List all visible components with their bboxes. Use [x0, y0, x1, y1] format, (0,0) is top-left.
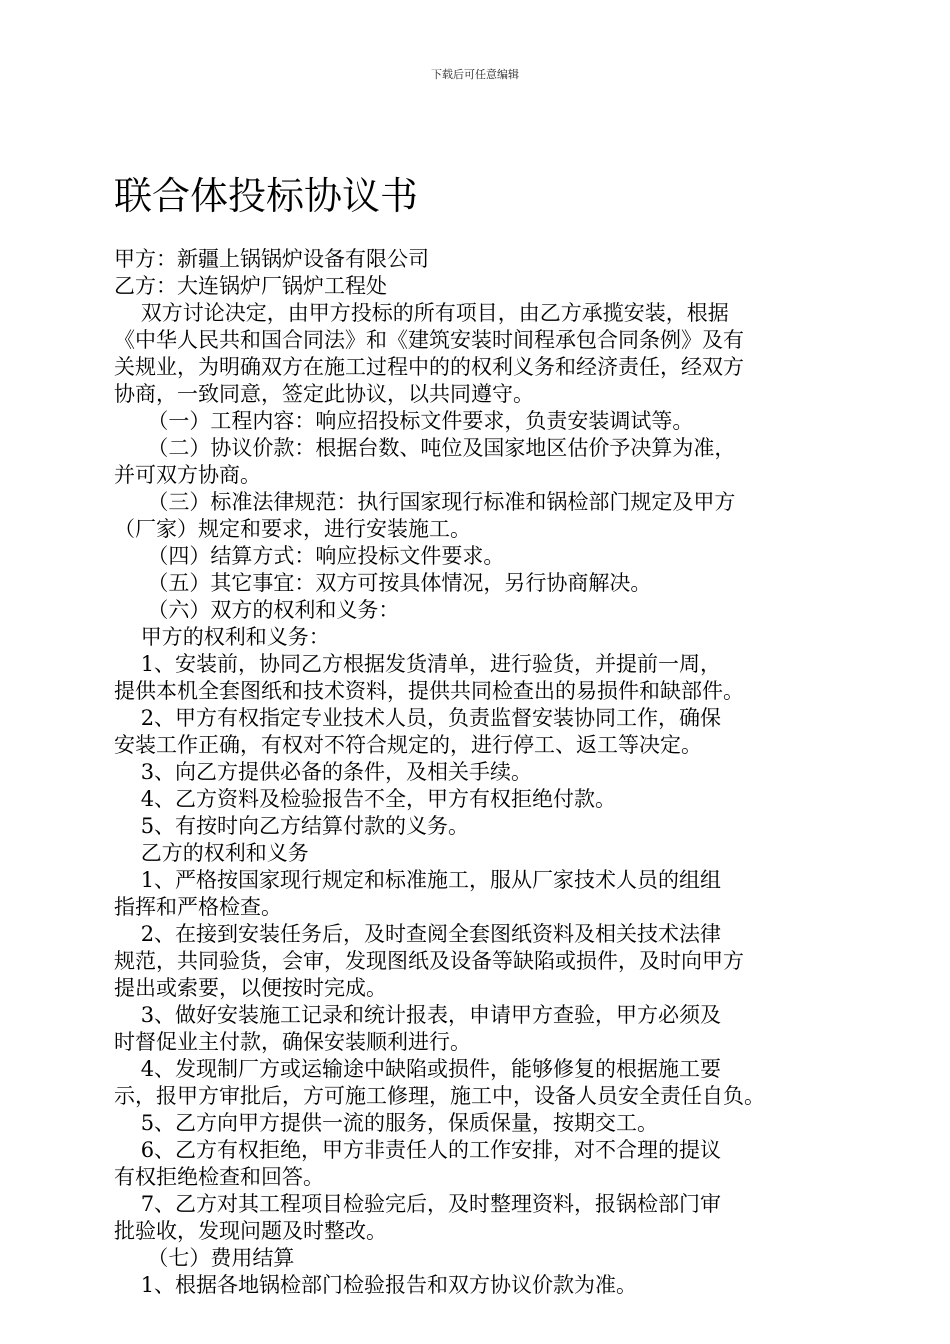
document-body: [114, 246, 844, 1299]
paragraph-line: 4、乙方资料及检验报告不全，甲方有权拒绝付款。: [114, 787, 617, 811]
paragraph-line: 示，报甲方审批后，方可施工修理，施工中，设备人员安全责任自负。: [114, 1084, 765, 1108]
paragraph-line: 3、做好安装施工记录和统计报表，申请甲方查验，甲方必须及: [114, 1003, 722, 1027]
paragraph-line: 甲方的权利和义务：: [114, 625, 330, 649]
paragraph-line: 4、发现制厂方或运输途中缺陷或损件，能够修复的根据施工要: [114, 1057, 722, 1081]
paragraph-line: 2、在接到安装任务后，及时查阅全套图纸资料及相关技术法律: [114, 922, 722, 946]
paragraph-line: 1、根据各地锅检部门检验报告和双方协议价款为准。: [114, 1273, 638, 1297]
paragraph-line: （四）结算方式：响应投标文件要求。: [114, 544, 505, 568]
paragraph-line: 并可双方协商。: [114, 463, 261, 487]
paragraph-line: 协商，一致同意，签定此协议，以共同遵守。: [114, 382, 534, 406]
paragraph-line: 乙方的权利和义务: [114, 841, 309, 865]
paragraph-line: 3、向乙方提供必备的条件，及相关手续。: [114, 760, 533, 784]
paragraph-line: 关规业，为明确双方在施工过程中的的权利义务和经济责任，经双方: [114, 355, 744, 379]
paragraph-line: （厂家）规定和要求，进行安装施工。: [114, 517, 471, 541]
document-title: 联合体投标协议书: [114, 174, 419, 218]
paragraph-line: 安装工作正确，有权对不符合规定的，进行停工、返工等决定。: [114, 733, 702, 757]
paragraph-line: 提出或索要，以便按时完成。: [114, 976, 387, 1000]
paragraph-line: 乙方：大连锅炉厂锅炉工程处: [114, 274, 387, 298]
paragraph-line: 双方讨论决定，由甲方投标的所有项目，由乙方承揽安装，根据: [114, 301, 729, 325]
paragraph-line: 指挥和严格检查。: [114, 895, 282, 919]
paragraph-line: 7、乙方对其工程项目检验完后，及时整理资料，报锅检部门审: [114, 1192, 722, 1216]
paragraph-line: 6、乙方有权拒绝，甲方非责任人的工作安排，对不合理的提议: [114, 1138, 722, 1162]
paragraph-line: （七）费用结算: [114, 1246, 295, 1270]
paragraph-line: （二）协议价款：根据台数、吨位及国家地区估价予决算为准，: [114, 436, 736, 460]
paragraph-line: 甲方：新疆上锅锅炉设备有限公司: [114, 247, 429, 271]
paragraph-line: （三）标准法律规范：执行国家现行标准和锅检部门规定及甲方: [114, 490, 736, 514]
paragraph-line: 1、严格按国家现行规定和标准施工，服从厂家技术人员的组组: [114, 868, 722, 892]
paragraph-line: 5、有按时向乙方结算付款的义务。: [114, 814, 470, 838]
paragraph-line: 时督促业主付款，确保安装顺利进行。: [114, 1030, 471, 1054]
paragraph-line: 5、乙方向甲方提供一流的服务，保质保量，按期交工。: [114, 1111, 659, 1135]
paragraph-line: 提供本机全套图纸和技术资料，提供共同检查出的易损件和缺部件。: [114, 679, 744, 703]
paragraph-line: 有权拒绝检查和回答。: [114, 1165, 324, 1189]
paragraph-line: （一）工程内容：响应招投标文件要求，负责安装调试等。: [114, 409, 694, 433]
paragraph-line: 1、安装前，协同乙方根据发货清单，进行验货，并提前一周，: [114, 652, 722, 676]
paragraph-line: 2、甲方有权指定专业技术人员，负责监督安装协同工作，确保: [114, 706, 722, 730]
paragraph-line: 《中华人民共和国合同法》和《建筑安装时间程承包合同条例》及有: [114, 328, 744, 352]
paragraph-line: （六）双方的权利和义务：: [114, 598, 400, 622]
page-header-note: 下载后可任意编辑: [431, 68, 519, 81]
paragraph-line: （五）其它事宜：双方可按具体情况，另行协商解决。: [114, 571, 652, 595]
paragraph-line: 批验收，发现问题及时整改。: [114, 1219, 387, 1243]
paragraph-line: 规范，共同验货，会审，发现图纸及设备等缺陷或损件，及时向甲方: [114, 949, 744, 973]
